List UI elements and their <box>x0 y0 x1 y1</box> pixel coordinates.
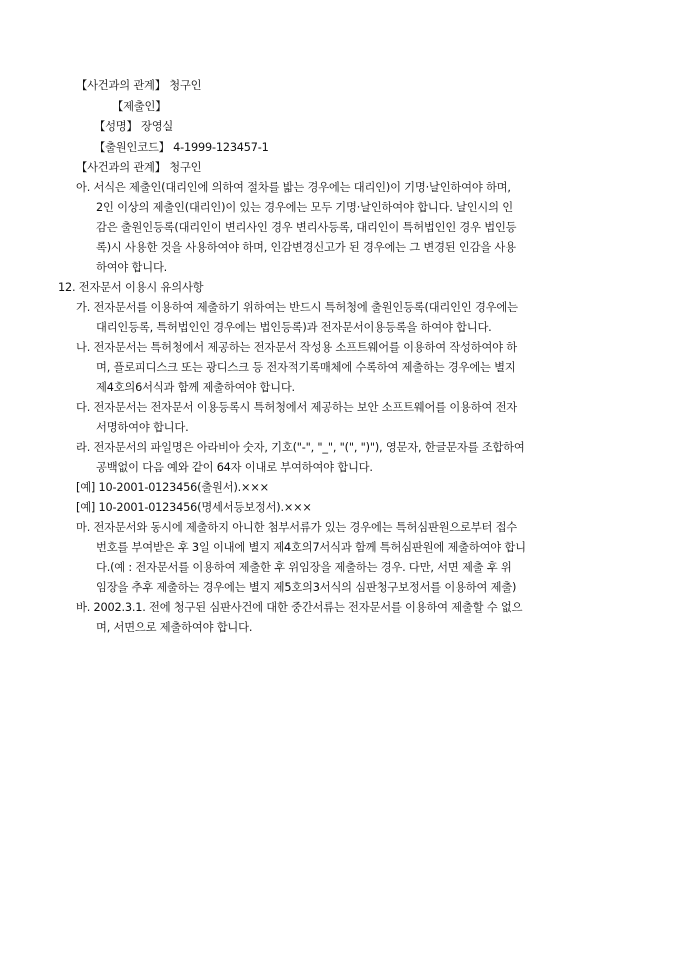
item-a-line-5: 하여야 합니다. <box>96 261 168 274</box>
item-na-line-3: 제4호의6서식과 함께 제출하여야 합니다. <box>96 381 295 394</box>
item-ga-line-1: 가. 전자문서를 이용하여 제출하기 위하여는 반드시 특허청에 출원인등록(대리인인 경우에는 <box>76 301 518 314</box>
item-ba-line-1: 바. 2002.3.1. 전에 청구된 심판사건에 대한 중간서류는 전자문서를 이용하여 제출할 수 없으 <box>76 601 523 614</box>
name-field: 【성명】 장영실 <box>94 120 174 133</box>
item-a-line-2: 2인 이상의 제출인(대리인)이 있는 경우에는 모두 기명·날인하여야 합니다. 날인시의 인 <box>96 201 513 214</box>
item-na-line-2: 며, 플로피디스크 또는 광디스크 등 전자적기록매체에 수록하여 제출하는 경우에는 별지 <box>96 361 516 374</box>
item-a-line-1: 아. 서식은 제출인(대리인에 의하여 절차를 밟는 경우에는 대리인)이 기명·날인하여야 하며, <box>76 181 511 194</box>
item-a-line-4: 록)시 사용한 것을 사용하여야 하며, 인감변경신고가 된 경우에는 그 변경된 인감을 사용 <box>96 241 516 254</box>
relation-field-2: 【사건과의 관계】 청구인 <box>76 161 202 174</box>
item-ra-line-2: 공백없이 다음 예와 같이 64자 이내로 부여하여야 합니다. <box>96 461 373 474</box>
submitter-header: 【제출인】 <box>112 100 167 113</box>
item-ba-line-2: 며, 서면으로 제출하여야 합니다. <box>96 621 253 634</box>
section-12-heading: 12. 전자문서 이용시 유의사항 <box>58 281 204 294</box>
item-ma-line-2: 번호를 부여받은 후 3일 이내에 별지 제4호의7서식과 함께 특허심판원에 제출하여야 합니 <box>96 541 526 554</box>
relation-field-1: 【사건과의 관계】 청구인 <box>76 79 202 92</box>
item-da-line-1: 다. 전자문서는 전자문서 이용등록시 특허청에서 제공하는 보안 소프트웨어를 이용하여 전자 <box>76 401 517 414</box>
item-ma-line-1: 마. 전자문서와 동시에 제출하지 아니한 첨부서류가 있는 경우에는 특허심판원으로부터 접수 <box>76 521 517 534</box>
item-ma-line-4: 임장을 추후 제출하는 경우에는 별지 제5호의3서식의 심판청구보정서를 이용하여 제출) <box>96 581 517 594</box>
item-na-line-1: 나. 전자문서는 특허청에서 제공하는 전자문서 작성용 소프트웨어를 이용하여 작성하여야 하 <box>76 341 517 354</box>
item-a-line-3: 감은 출원인등록(대리인이 변리사인 경우 변리사등록, 대리인이 특허법인인 경우 법인등 <box>96 221 517 234</box>
item-ra-line-1: 라. 전자문서의 파일명은 아라비아 숫자, 기호("-", "_", "(", ")"), 영문자, 한글문자를 조합하여 <box>76 441 525 454</box>
item-ma-line-3: 다.(예 : 전자문서를 이용하여 제출한 후 위임장을 제출하는 경우. 다만, 서면 제출 후 위 <box>96 561 512 574</box>
item-ga-line-2: 대리인등록, 특허법인인 경우에는 법인등록)과 전자문서이용등록을 하여야 합니다. <box>96 321 492 334</box>
applicant-code-field: 【출원인코드】 4-1999-123457-1 <box>94 141 269 154</box>
item-da-line-2: 서명하여야 합니다. <box>96 421 189 434</box>
example-1: [예] 10-2001-0123456(출원서).××× <box>76 481 269 494</box>
example-2: [예] 10-2001-0123456(명세서등보정서).××× <box>76 501 312 514</box>
